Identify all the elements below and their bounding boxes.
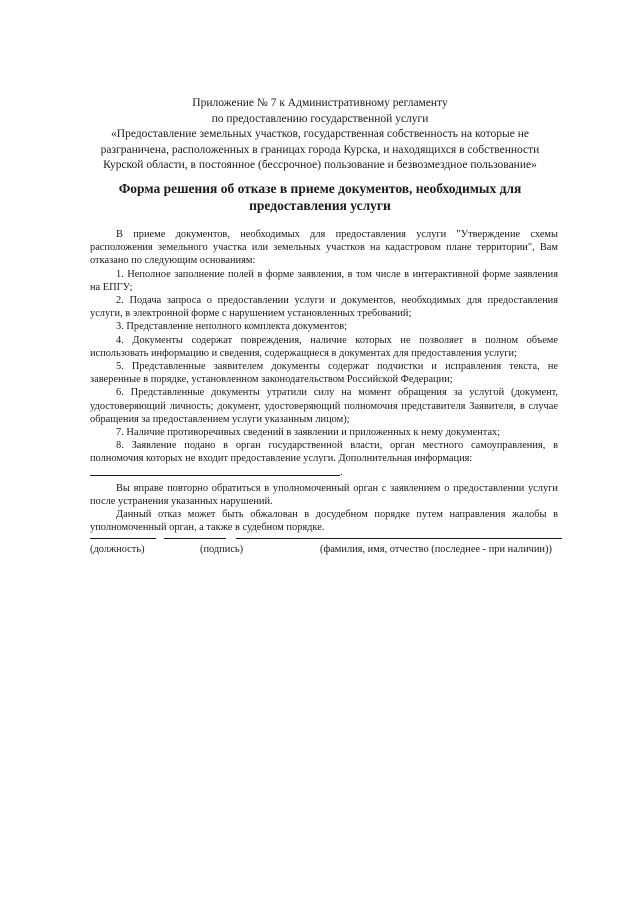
appendix-line: Курской области, в постоянное (бессрочное) пользование и безвозмездное пользование» <box>103 159 537 171</box>
title-line: предоставления услуги <box>249 198 391 213</box>
signature-label: (подпись) <box>200 544 244 555</box>
reason-item: 1. Неполное заполнение полей в форме заявления, в том числе в интерактивной форме заявления на ЕПГУ; <box>90 268 558 293</box>
appendix-line: по предоставлению государственной услуги <box>211 112 429 125</box>
document-body <box>90 228 558 534</box>
reason-item: 3. Представление неполного комплекта документов; <box>116 321 347 333</box>
reason-item: 5. Представленные заявителем документы содержат подчистки и исправления текста, не заверенные в порядке, установленном законодательством Российской Федерации; <box>90 361 558 386</box>
reason-item: 7. Наличие противоречивых сведений в заявлении и приложенных к нему документах; <box>116 427 501 439</box>
title-line: Форма решения об отказе в приеме документов, необходимых для <box>118 181 522 196</box>
name-line <box>236 538 562 539</box>
position-line <box>90 538 156 539</box>
appendix-line: разграничена, расположенных в границах города Курска, и находящихся в собственности <box>100 143 540 156</box>
blank-line <box>90 466 340 476</box>
blank-line-end: . <box>340 467 343 479</box>
closing-paragraph: Данный отказ может быть обжалован в досудебном порядке путем направления жалобы в уполномоченный орган, а также в судебном порядке. <box>90 509 558 534</box>
intro-paragraph: В приеме документов, необходимых для предоставления услуги "Утверждение схемы расположения земельного участка или земельных участков на кадастровом плане территории", Вам отказано по следующим основаниям: <box>90 229 558 267</box>
signature-line <box>164 538 226 539</box>
reason-item: 6. Представленные документы утратили силу на момент обращения за услугой (документ, удостоверяющий личность; документ, удостоверяющий полномочия представителя Заявителя, в случае обращения за предоставлением услуги указанным лицом); <box>90 387 558 425</box>
reason-item: 8. Заявление подано в орган государственной власти, орган местного самоуправления, в полномочия которых не входит предоставление услуги. Дополнительная информация: <box>90 440 558 465</box>
additional-info-blank <box>90 466 558 480</box>
signature-block <box>90 538 562 562</box>
appendix-header <box>70 96 570 174</box>
document-title <box>90 180 550 214</box>
closing-paragraph: Вы вправе повторно обратиться в уполномоченный орган с заявлением о предоставлении услуги после устранения указанных нарушений. <box>90 482 558 507</box>
appendix-line: «Предоставление земельных участков, государственная собственность на которые не <box>111 128 529 140</box>
reason-item: 2. Подача запроса о предоставлении услуги и документов, необходимых для предоставления услуги, в электронной форме с нарушением установленных требований; <box>90 295 558 320</box>
appendix-line: Приложение № 7 к Административному регламенту <box>192 97 448 109</box>
name-label: (фамилия, имя, отчество (последнее - при наличии)) <box>320 544 552 555</box>
reason-item: 4. Документы содержат повреждения, наличие которых не позволяет в полном объеме использовать информацию и сведения, содержащиеся в документах для предоставления услуги; <box>90 334 558 359</box>
position-label: (должность) <box>90 544 145 555</box>
